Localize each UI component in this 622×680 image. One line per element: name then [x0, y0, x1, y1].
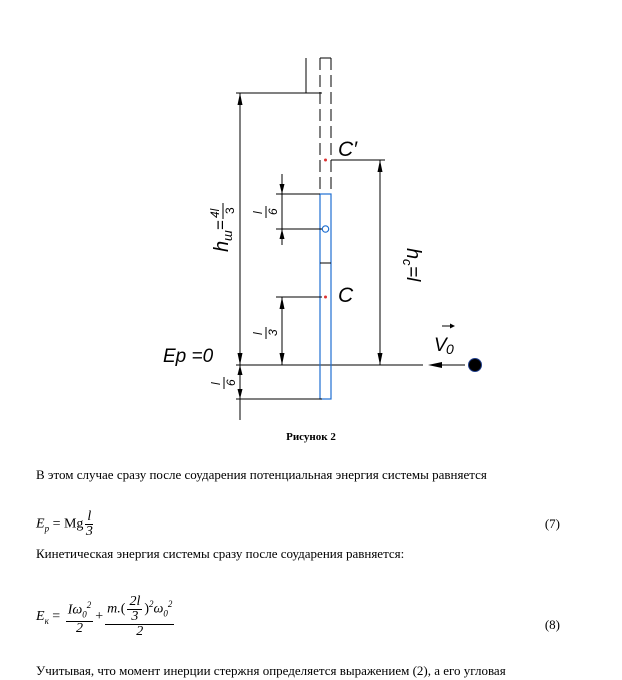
svg-text:l: l: [251, 332, 265, 335]
paragraph-1: В этом случае сразу после соударения потенциальная энергия системы равняется: [36, 467, 487, 482]
hc-arrow-top: [378, 160, 383, 172]
label-h-c: [400, 248, 424, 282]
label-ep-zero: Ep =0: [163, 346, 214, 367]
label-l6-top: [251, 206, 280, 218]
svg-text:6: 6: [224, 379, 238, 386]
center-of-mass-c-prime: [324, 159, 327, 162]
equation-7: $E_p = Mg$ $\frac{l}{3}$: [36, 509, 93, 539]
svg-text:4l: 4l: [208, 208, 222, 218]
l6-arrow-top: [280, 184, 285, 194]
svg-text:=l: =l: [402, 266, 423, 282]
paragraph-3: Учитывая, что момент инерции стержня определяется выражением (2), а его угловая: [36, 663, 506, 678]
h-sh-arrow-top: [238, 93, 243, 105]
svg-text:h: h: [402, 248, 424, 260]
label-h-sh: [208, 203, 237, 252]
label-l3: [251, 327, 280, 339]
label-c-prime: C′: [338, 138, 358, 161]
svg-text:l: l: [251, 211, 265, 214]
bottom-l6-arrow-bottom: [238, 389, 243, 399]
label-l6-bottom: [209, 377, 238, 389]
l3-arrow-top: [280, 297, 285, 309]
svg-text:c: c: [400, 259, 415, 266]
svg-text:0: 0: [446, 341, 454, 357]
svg-text:=: =: [211, 220, 230, 230]
projectile-ball: [469, 359, 482, 372]
equation-7-number: (7): [544, 516, 560, 531]
center-of-mass-c: [324, 296, 327, 299]
svg-text:l: l: [209, 382, 223, 385]
svg-text:V: V: [434, 335, 447, 356]
svg-text:ш: ш: [220, 230, 235, 241]
svg-text:3: 3: [266, 329, 280, 336]
pivot-point: [322, 226, 328, 232]
svg-text:6: 6: [266, 208, 280, 215]
l3-arrow-bottom: [280, 353, 285, 365]
equation-8: $E_к$ = $\frac{I\omega_0^2}{2}$ + m.( $\frac{2l}{3}$ )$^2\omega_0^2$ 2: [36, 594, 173, 639]
hc-arrow-bottom: [378, 353, 383, 365]
l6-arrow-bottom: [280, 229, 285, 239]
svg-text:3: 3: [223, 207, 237, 214]
svg-text:h: h: [211, 240, 233, 252]
velocity-arrowhead: [428, 362, 442, 368]
label-c: C: [338, 284, 354, 307]
label-v0: [434, 324, 455, 358]
figure-caption: Рисунок 2: [286, 431, 336, 443]
paragraph-2: Кинетическая энергия системы сразу после соударения равняется:: [36, 546, 405, 561]
equation-8-number: (8): [544, 617, 560, 632]
bottom-l6-arrow-top: [238, 365, 243, 375]
